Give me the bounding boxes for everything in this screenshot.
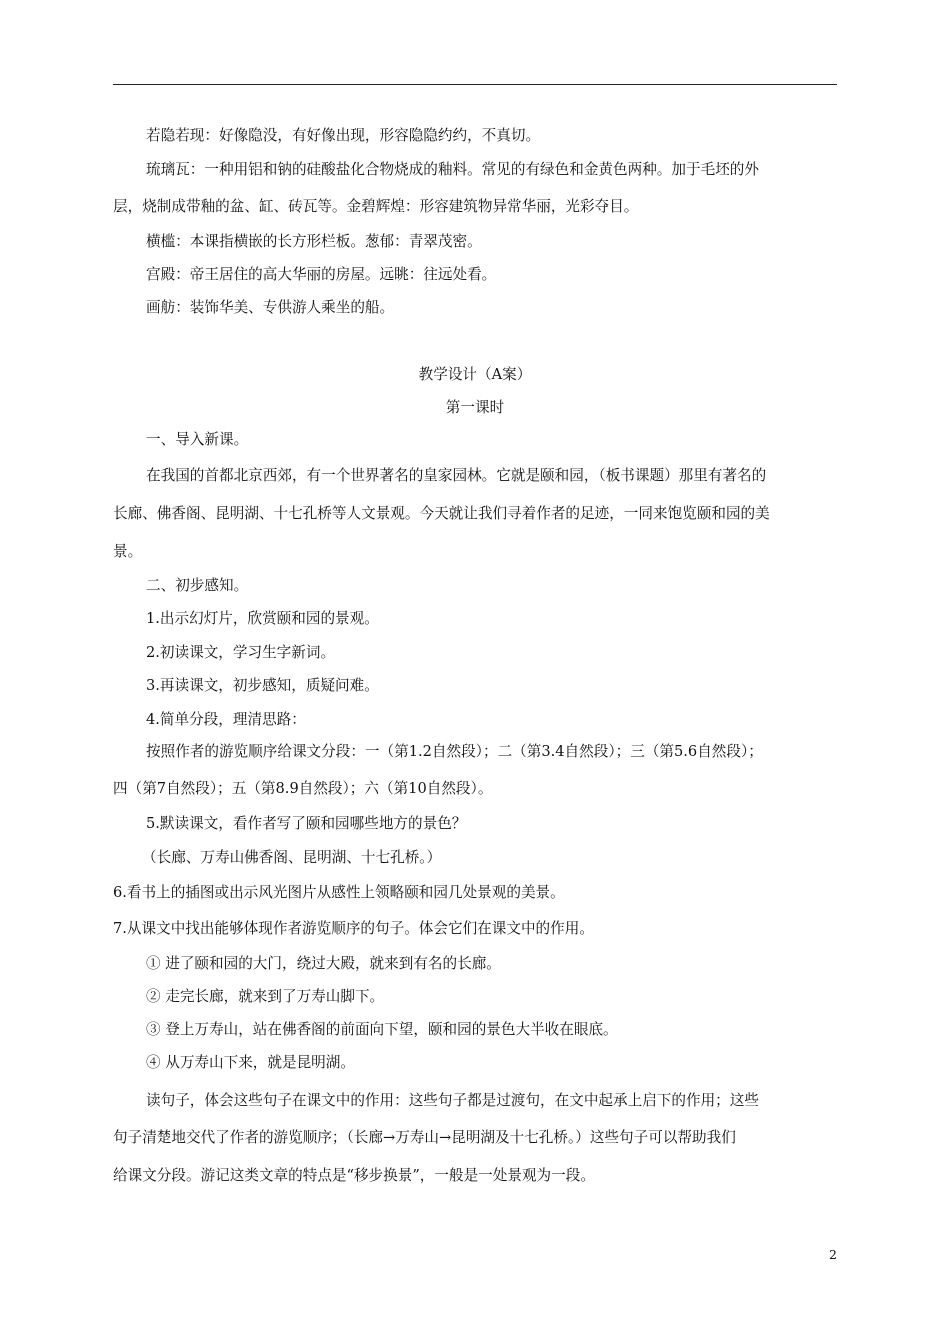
body-line: 1.出示幻灯片，欣赏颐和园的景观。 xyxy=(146,610,379,627)
header-rule xyxy=(113,84,837,85)
glossary-line: 宫殿：帝王居住的高大华丽的房屋。远眺：往远处看。 xyxy=(146,266,497,283)
glossary-line: 层，烧制成带釉的盆、缸、砖瓦等。金碧辉煌：形容建筑物异常华丽，光彩夺目。 xyxy=(113,198,639,215)
body-line: 一、导入新课。 xyxy=(146,431,249,448)
body-line: 2.初读课文，学习生字新词。 xyxy=(146,644,336,661)
body-line: ③ 登上万寿山，站在佛香阁的前面向下望，颐和园的景色大半收在眼底。 xyxy=(146,1021,618,1038)
body-line: 长廊、佛香阁、昆明湖、十七孔桥等人文景观。今天就让我们寻着作者的足迹，一同来饱览颐和园的美 xyxy=(113,505,770,522)
body-line: 4.简单分段，理清思路： xyxy=(146,711,306,728)
body-line: ④ 从万寿山下来，就是昆明湖。 xyxy=(146,1054,355,1071)
body-line: 按照作者的游览顺序给课文分段：一（第1.2自然段）；二（第3.4自然段）；三（第5.6自然段）； xyxy=(146,743,763,760)
glossary-line: 画舫：装饰华美、专供游人乘坐的船。 xyxy=(146,299,395,316)
glossary-line: 横槛：本课指横嵌的长方形栏板。葱郁：青翠茂密。 xyxy=(146,233,482,250)
section-heading: 教学设计（A案） xyxy=(418,366,532,383)
body-line: 6.看书上的插图或出示风光图片从感性上领略颐和园几处景观的美景。 xyxy=(113,884,565,901)
body-line: 句子清楚地交代了作者的游览顺序；（长廊→万寿山→昆明湖及十七孔桥。）这些句子可以帮助我们 xyxy=(113,1129,736,1146)
body-line: （长廊、万寿山佛香阁、昆明湖、十七孔桥。） xyxy=(142,849,442,866)
body-line: 在我国的首都北京西郊，有一个世界著名的皇家园林。它就是颐和园，（板书课题）那里有著名的 xyxy=(146,467,767,484)
page-number: 2 xyxy=(829,1247,837,1262)
body-line: 景。 xyxy=(113,543,143,560)
lesson-subheading: 第一课时 xyxy=(445,399,505,416)
body-line: 7.从课文中找出能够体现作者游览顺序的句子。体会它们在课文中的作用。 xyxy=(113,920,594,937)
body-line: ① 进了颐和园的大门，绕过大殿，就来到有名的长廊。 xyxy=(146,955,501,972)
body-line: 二、初步感知。 xyxy=(146,577,249,594)
body-line: 3.再读课文，初步感知，质疑问难。 xyxy=(146,677,379,694)
glossary-line: 若隐若现：好像隐没，有好像出现，形容隐隐约约，不真切。 xyxy=(146,127,541,144)
body-line: 5.默读课文，看作者写了颐和园哪些地方的景色？ xyxy=(146,815,467,832)
body-line: 读句子，体会这些句子在课文中的作用：这些句子都是过渡句，在文中起承上启下的作用；这些 xyxy=(146,1092,759,1109)
glossary-line: 琉璃瓦：一种用铝和钠的硅酸盐化合物烧成的釉料。常见的有绿色和金黄色两种。加于毛坯的外 xyxy=(146,161,759,178)
body-line: ② 走完长廊，就来到了万寿山脚下。 xyxy=(146,988,385,1005)
body-line: 给课文分段。游记这类文章的特点是“移步换景”，一般是一处景观为一段。 xyxy=(113,1167,595,1184)
body-line: 四（第7自然段）；五（第8.9自然段）；六（第10自然段）。 xyxy=(113,780,493,797)
